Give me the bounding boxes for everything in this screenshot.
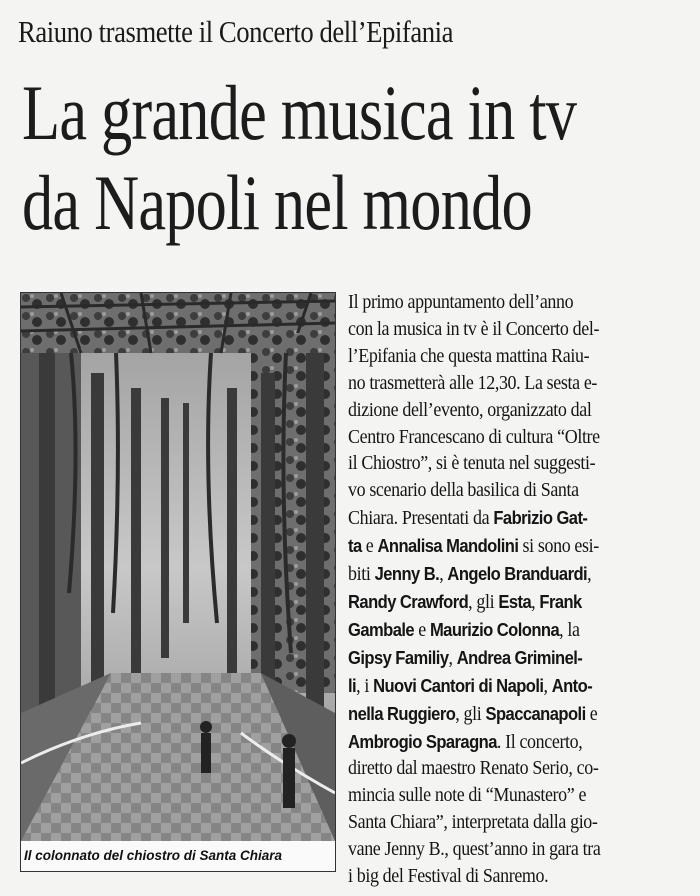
article-line [348,425,688,452]
article-line [348,617,688,645]
article-line [348,317,688,344]
article-name-bold: Randy Crawford [348,591,469,612]
article-line [348,645,688,673]
main-headline [22,68,630,248]
article-name-bold: Frank [539,591,582,612]
article-line [348,344,688,371]
headline-line-2: da Napoli nel mondo [22,159,532,246]
article-name-bold: nella Ruggiero [348,703,456,724]
article-text: mincia sulle note di “Munastero” e [348,785,587,807]
article-line [348,756,688,783]
article-name-bold: Jenny B. [374,564,440,585]
article-name-bold: li [348,675,357,696]
article-text: biti [348,564,375,586]
article-text: vo scenario della basilica di Santa [348,480,579,502]
article-name-bold: Nuovi Cantori di Napoli [373,675,544,696]
article-text: , la [559,619,580,641]
article-text: con la musica in tv è il Concerto del- [348,318,600,340]
article-name-bold: ta [348,536,362,557]
article-name-bold: Esta [498,591,532,612]
article-line [348,398,688,425]
article-text: , [587,564,592,586]
article-text: il Chiostro”, si è tenuta nel suggesti- [348,453,596,475]
article-name-bold: Gipsy Familiy [348,647,449,668]
article-line [348,729,688,757]
article-text: i big del Festival di Sanremo. [348,866,549,888]
article-line [348,810,688,837]
article-text: Chiara. Presentati da [348,508,494,530]
article-name-bold: Maurizio Colonna [429,619,560,640]
article-text: , [448,647,457,669]
article-line [348,783,688,810]
article-line [348,478,688,505]
article-line [348,673,688,701]
article-text: Centro Francescano di cultura “Oltre [348,426,600,448]
article-text: Il primo appuntamento dell’anno [348,292,574,313]
article-line [348,451,688,478]
article-line [348,864,688,891]
article-text: no trasmetterà alle 12,30. La sesta e- [348,372,598,394]
article-name-bold: Angelo Branduardi [447,564,588,585]
article-text: dizione dell’evento, organizzato dal [348,399,592,421]
headline-line-1: La grande musica in tv [22,69,577,156]
article-text: e [414,619,430,641]
article-body [348,290,688,891]
cloister-photo [20,292,336,872]
article-name-bold: Annalisa Mandolini [377,536,519,557]
article-text: l’Epifania che questa mattina Raiu- [348,345,590,367]
photo-caption: Il colonnato del chiostro di Santa Chiara [21,841,335,871]
article-line [348,290,688,317]
article-text: e [361,536,378,558]
article-line [348,561,688,589]
article-text: . Il concerto, [496,731,583,753]
article-line [348,837,688,864]
article-text: e [585,703,598,725]
article-text: , [531,591,540,613]
article-name-bold: Fabrizio Gat- [493,508,588,529]
article-text: , [439,564,448,586]
kicker-headline: Raiuno trasmette il Concerto dell’Epifania [18,14,454,49]
article-name-bold: Andrea Griminel- [456,647,583,668]
article-name-bold: Gambale [348,619,415,640]
article-text: , gli [468,591,499,613]
article-text: vane Jenny B., quest’anno in gara tra [348,839,601,861]
cloister-photo-image [21,293,335,841]
article-text: si sono esi- [518,536,599,558]
article-line [348,589,688,617]
article-text: , i [356,675,374,697]
article-line [348,533,688,561]
article-name-bold: Spaccanapoli [485,703,586,724]
article-name-bold: Ambrogio Sparagna [348,731,497,752]
article-name-bold: Anto- [551,675,593,696]
article-line [348,701,688,729]
article-line [348,505,688,533]
article-text: Santa Chiara”, interpretata dalla gio- [348,812,598,834]
article-text: diretto dal maestro Renato Serio, co- [348,758,599,780]
article-text: , [543,675,552,697]
article-line [348,371,688,398]
article-text: , gli [455,703,486,725]
